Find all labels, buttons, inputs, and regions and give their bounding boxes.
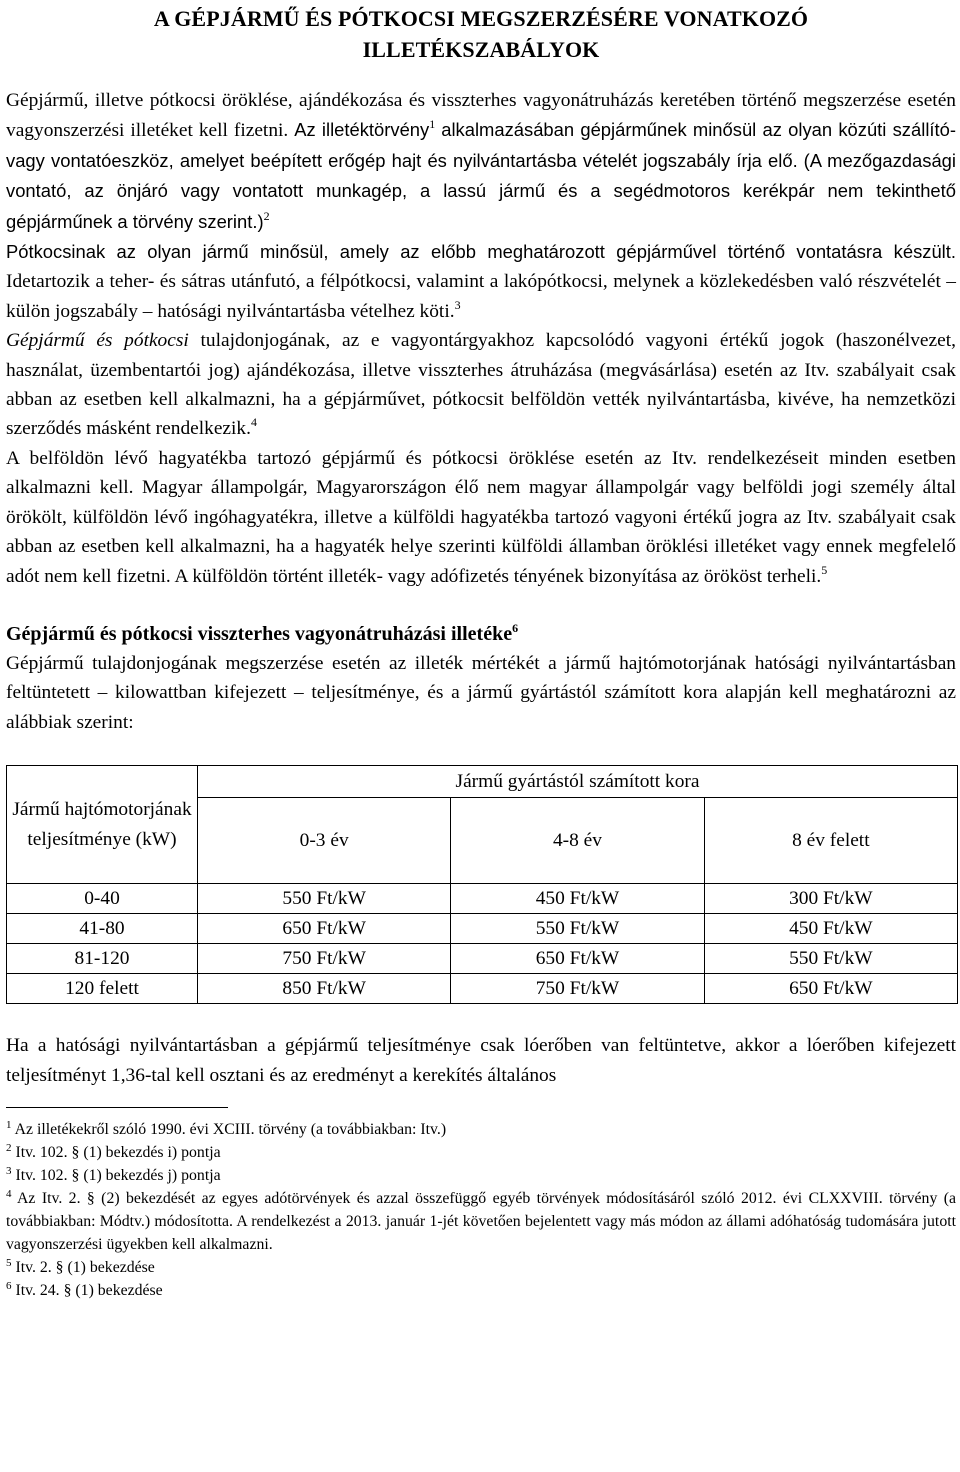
title-line-1: A GÉPJÁRMŰ ÉS PÓTKOCSI MEGSZERZÉSÉRE VONATKOZÓ <box>153 6 809 31</box>
footnote-text: Itv. 24. § (1) bekezdése <box>15 1281 163 1299</box>
footnote-4 <box>6 1187 956 1256</box>
row-value: 750 Ft/kW <box>198 944 451 974</box>
paragraph-definitions <box>6 86 956 237</box>
row-value: 550 Ft/kW <box>451 914 704 944</box>
footnote-ref-4[interactable]: 4 <box>250 415 257 430</box>
paragraph-ownership <box>6 326 956 444</box>
footnote-ref-1[interactable]: 1 <box>429 117 436 132</box>
footnote-text: Itv. 102. § (1) bekezdés j) pontja <box>15 1166 221 1184</box>
row-value: 650 Ft/kW <box>198 914 451 944</box>
paragraph-horsepower <box>6 1031 956 1090</box>
row-value: 850 Ft/kW <box>198 974 451 1004</box>
footnote-divider <box>6 1107 228 1108</box>
table-row <box>7 944 958 974</box>
footnote-number: 6 <box>6 1279 12 1292</box>
table-row <box>7 914 958 944</box>
p1-text-a: Gépjármű, illetve pótkocsi öröklése, ajándékozása és visszterhes vagyonátruházás keretében történő megszerzése esetén vagyonszerzési illetéket kell fizetni. <box>6 90 956 142</box>
row-value: 450 Ft/kW <box>704 914 957 944</box>
footnotes <box>6 1118 956 1302</box>
p4-text: A belföldön lévő hagyatékba tartozó gépjármű és pótkocsi öröklése esetén az Itv. rendelkezéseit minden esetben alkalmazni kell. Magyar állampolgár, Magyarországon élő nem magyar állampolgár vagy belföldi jogi személy által örökölt, külföldön lévő ingóhagyatékra, illetve a külföldi hagyatékba tartozó vagyoni értékű jogra az Itv. szabályait csak abban az esetben kell alkalmazni, ha a hagyaték helye szerinti külföldi államban öröklési illetéket vagy ennek megfelelő adót nem kell fizetni. A külföldön történt illeték- vagy adófizetés tényének bizonyítása az örököst terheli. <box>6 447 956 587</box>
row-power: 120 felett <box>7 974 198 1004</box>
row-value: 650 Ft/kW <box>451 944 704 974</box>
section-heading-text: Gépjármű és pótkocsi visszterhes vagyonátruházási illetéke <box>6 622 513 645</box>
p3-text: tulajdonjogának, az e vagyontárgyakhoz kapcsolódó vagyoni értékű jogok (haszonélvezet, használat, üzembentartói jog) ajándékozása, illetve visszterhes átruházása (megvásárlása) esetén az Itv. szabályait csak abban az esetben kell alkalmazni, ha a gépjárművet, pótkocsit belföldön vették nyilvántartásba, kivéve, ha nemzetközi szerződés másként rendelkezik. <box>6 330 956 440</box>
paragraph-inheritance <box>6 444 956 591</box>
row-value: 300 Ft/kW <box>704 884 957 914</box>
footnote-number: 2 <box>6 1141 12 1154</box>
footnote-1 <box>6 1118 956 1141</box>
footnote-6 <box>6 1279 956 1302</box>
footnote-text: Az illetékekről szóló 1990. évi XCIII. törvény (a továbbiakban: Itv.) <box>14 1120 447 1138</box>
footnote-ref-2[interactable]: 2 <box>263 208 270 223</box>
title-line-2: ILLETÉKSZABÁLYOK <box>362 37 600 62</box>
header-age: Jármű gyártástól számított kora <box>198 766 958 798</box>
footnote-number: 5 <box>6 1256 12 1269</box>
p1-text-c: alkalmazásában gépjárműnek minősül az olyan közúti szállító- vagy vontatóeszköz, amelyet beépített erőgép hajt és nyilvántartásba vételét jogszabály írja elő. <box>6 119 956 171</box>
row-value: 550 Ft/kW <box>198 884 451 914</box>
header-power: Jármű hajtómotorjának teljesítménye (kW) <box>7 766 198 884</box>
section-heading <box>6 620 956 649</box>
footnote-ref-3[interactable]: 3 <box>454 297 461 312</box>
p1-text-d: (A mezőgazdasági vontató, az önjáró vagy vontatott munkagép, a lassú jármű és a segédmotoros kerékpár nem tekinthető gépjárműnek a törvény szerint.) <box>6 149 956 232</box>
p2-text-a: Pótkocsinak az olyan jármű minősül, amely az előbb meghatározott gépjárművel történő vontatásra készült. <box>6 241 956 263</box>
row-value: 750 Ft/kW <box>451 974 704 1004</box>
footnote-5 <box>6 1256 956 1279</box>
footnote-number: 4 <box>6 1187 12 1200</box>
header-age-8-plus: 8 év felett <box>704 798 957 884</box>
header-age-4-8: 4-8 év <box>451 798 704 884</box>
p2-text-b: Idetartozik a teher- és sátras utánfutó, a félpótkocsi, valamint a lakópótkocsi, melynek a közlekedésben való részvételét – külön jogszabály – hatósági nyilvántartásba vételhez köti. <box>6 271 956 322</box>
footnote-ref-5[interactable]: 5 <box>821 562 828 577</box>
p3-italic: Gépjármű és pótkocsi <box>6 330 189 352</box>
p5-text: Gépjármű tulajdonjogának megszerzése esetén az illeték mértékét a jármű hajtómotorjának hatósági nyilvántartásban feltüntetett – kilowattban kifejezett – teljesítménye, és a jármű gyártástól számított kora alapján kell meghatározni az alábbiak szerint: <box>6 652 956 733</box>
footnote-text: Itv. 2. § (1) bekezdése <box>15 1258 155 1276</box>
header-age-0-3: 0-3 év <box>198 798 451 884</box>
document-page <box>6 0 956 1302</box>
table-row <box>7 974 958 1004</box>
row-power: 41-80 <box>7 914 198 944</box>
footnote-number: 1 <box>6 1118 12 1131</box>
row-power: 81-120 <box>7 944 198 974</box>
row-value: 450 Ft/kW <box>451 884 704 914</box>
footnote-ref-6[interactable]: 6 <box>512 620 519 635</box>
footnote-text: Az Itv. 2. § (2) bekezdését az egyes adótörvények és azzal összefüggő egyéb törvények módosításáról szóló 2012. évi CLXXVIII. törvény (a továbbiakban: Módtv.) módosította. A rendelkezést a 2013. január 1-jét követően bejelentett vagy más módon az állami adóhatóság tudomására jutott vagyonszerzési ügyekben kell alkalmazni. <box>6 1189 956 1253</box>
paragraph-trailer <box>6 237 956 326</box>
p1-text-b: Az illetéktörvény <box>294 119 430 141</box>
footnote-2 <box>6 1141 956 1164</box>
rate-table <box>6 765 958 1004</box>
row-value: 650 Ft/kW <box>704 974 957 1004</box>
row-value: 550 Ft/kW <box>704 944 957 974</box>
paragraph-rate-intro <box>6 649 956 737</box>
footnote-text: Itv. 102. § (1) bekezdés i) pontja <box>15 1143 221 1161</box>
p6-text: Ha a hatósági nyilvántartásban a gépjármű teljesítménye csak lóerőben van feltüntetve, akkor a lóerőben kifejezett teljesítményt 1,36-tal kell osztani és az eredményt a kerekítés általános <box>6 1035 956 1086</box>
table-row <box>7 884 958 914</box>
row-power: 0-40 <box>7 884 198 914</box>
footnote-number: 3 <box>6 1164 12 1177</box>
document-title <box>6 3 956 65</box>
footnote-3 <box>6 1164 956 1187</box>
